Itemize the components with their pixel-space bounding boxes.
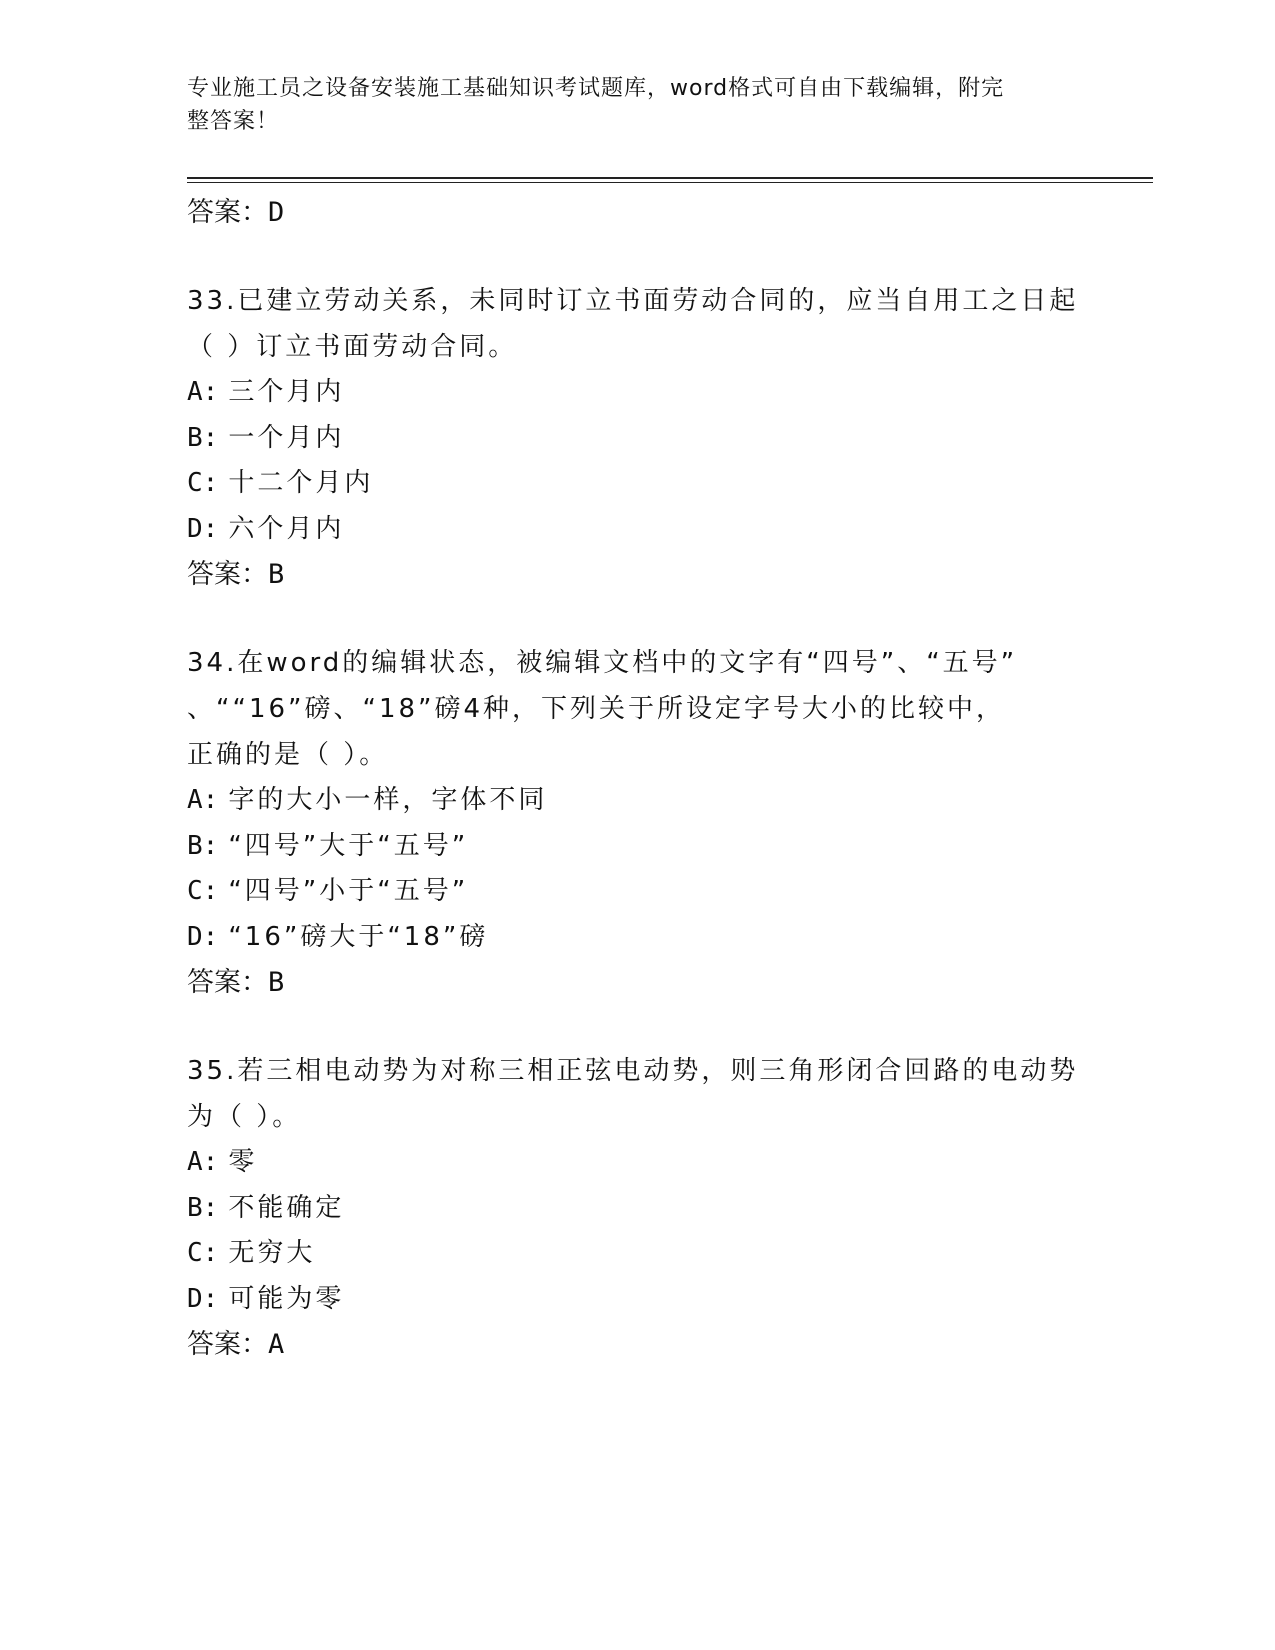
option-text: 三个月内	[228, 377, 345, 407]
option-text: 不能确定	[228, 1192, 345, 1223]
answer-label: 答案：	[187, 559, 268, 590]
option-key: A:	[187, 1147, 219, 1177]
option-key: D:	[187, 1283, 219, 1314]
option-key: A:	[187, 377, 219, 407]
option-text: 六个月内	[228, 513, 345, 544]
question-stem	[187, 1048, 1087, 1140]
answer-label: 答案：	[187, 1329, 268, 1360]
option-text: 十二个月内	[228, 468, 374, 498]
option-c	[187, 1231, 1087, 1277]
question-33	[187, 278, 1087, 598]
answer-line	[187, 552, 1087, 598]
option-b	[187, 416, 1087, 462]
question-stem-line: （ ）订立书面劳动合同。	[187, 332, 518, 362]
answer-label: 答案：	[187, 197, 268, 228]
option-text: “16”磅大于“18”磅	[228, 921, 489, 952]
option-d	[187, 507, 1087, 553]
header-line-1: 专业施工员之设备安装施工基础知识考试题库，word格式可自由下载编辑，附完	[187, 76, 1005, 101]
option-key: B:	[187, 830, 219, 861]
answer-value: A	[268, 1329, 285, 1360]
question-stem	[187, 640, 1087, 778]
option-key: D:	[187, 921, 219, 952]
question-stem	[187, 278, 1087, 370]
option-text: 字的大小一样，字体不同	[228, 785, 548, 815]
option-text: 无穷大	[228, 1238, 316, 1268]
header-line-2: 整答案！	[187, 109, 280, 134]
question-stem-line: 、““16”磅、“18”磅4种，下列关于所设定字号大小的比较中，	[187, 694, 1006, 724]
question-34	[187, 640, 1087, 1006]
answer-value: D	[268, 197, 285, 228]
question-stem-line: 35.若三相电动势为对称三相正弦电动势，则三角形闭合回路的电动势	[187, 1056, 1079, 1086]
document-header	[187, 72, 1067, 138]
option-a	[187, 370, 1087, 416]
option-b	[187, 824, 1087, 870]
option-a	[187, 1140, 1087, 1186]
option-a	[187, 778, 1087, 824]
option-key: C:	[187, 876, 219, 906]
option-b	[187, 1186, 1087, 1232]
question-stem-line: 为（ ）。	[187, 1102, 302, 1132]
question-35	[187, 1048, 1087, 1368]
option-d	[187, 1277, 1087, 1323]
option-c	[187, 869, 1087, 915]
option-text: “四号”小于“五号”	[228, 876, 469, 906]
option-c	[187, 461, 1087, 507]
question-stem-line: 33.已建立劳动关系，未同时订立书面劳动合同的，应当自用工之日起	[187, 286, 1079, 316]
questions-content	[187, 190, 1087, 1368]
option-key: C:	[187, 1238, 219, 1268]
option-key: D:	[187, 513, 219, 544]
question-stem-line: 正确的是（ ）。	[187, 740, 389, 770]
answer-line	[187, 1322, 1087, 1368]
option-key: B:	[187, 422, 219, 453]
option-d	[187, 915, 1087, 961]
option-text: 一个月内	[228, 422, 345, 453]
answer-value: B	[268, 967, 285, 998]
option-text: 零	[228, 1147, 258, 1177]
option-key: B:	[187, 1192, 219, 1223]
question-stem-line: 34.在word的编辑状态，被编辑文档中的文字有“四号”、“五号”	[187, 648, 1018, 678]
answer-label: 答案：	[187, 967, 268, 998]
answer-line	[187, 190, 1087, 236]
header-divider-thin	[187, 182, 1153, 183]
answer-line	[187, 960, 1087, 1006]
header-divider-thick	[187, 177, 1153, 179]
option-text: “四号”大于“五号”	[228, 830, 469, 861]
option-key: C:	[187, 468, 219, 498]
answer-value: B	[268, 559, 285, 590]
option-key: A:	[187, 785, 219, 815]
option-text: 可能为零	[228, 1283, 345, 1314]
